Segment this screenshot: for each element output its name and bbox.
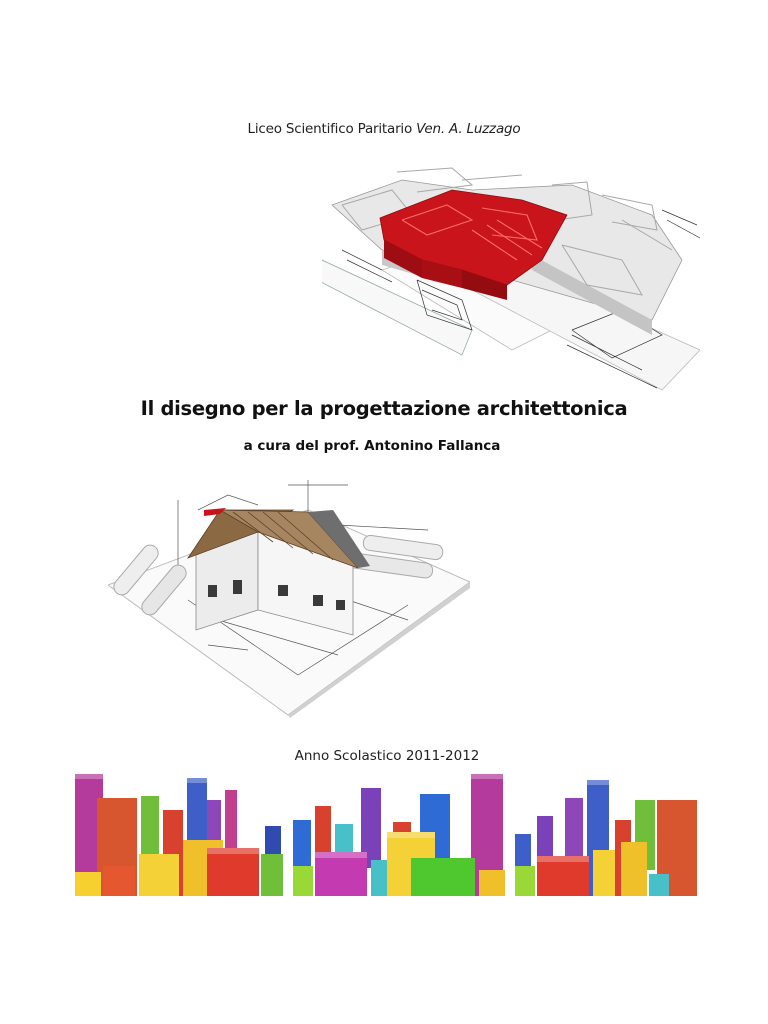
city-blocks-illustration [75, 770, 697, 896]
document-title: Il disegno per la progettazione architettonica [140, 397, 628, 420]
school-year: Anno Scolastico 2011-2012 [294, 748, 480, 764]
school-name-italic: Ven. A. Luzzago [416, 121, 521, 137]
house-illustration [108, 470, 470, 718]
school-name [0, 121, 768, 137]
floor-plan-illustration [322, 160, 700, 392]
school-name-regular: Liceo Scientifico Paritario [247, 121, 413, 137]
author-line: a cura del prof. Antonino Fallanca [243, 438, 501, 454]
